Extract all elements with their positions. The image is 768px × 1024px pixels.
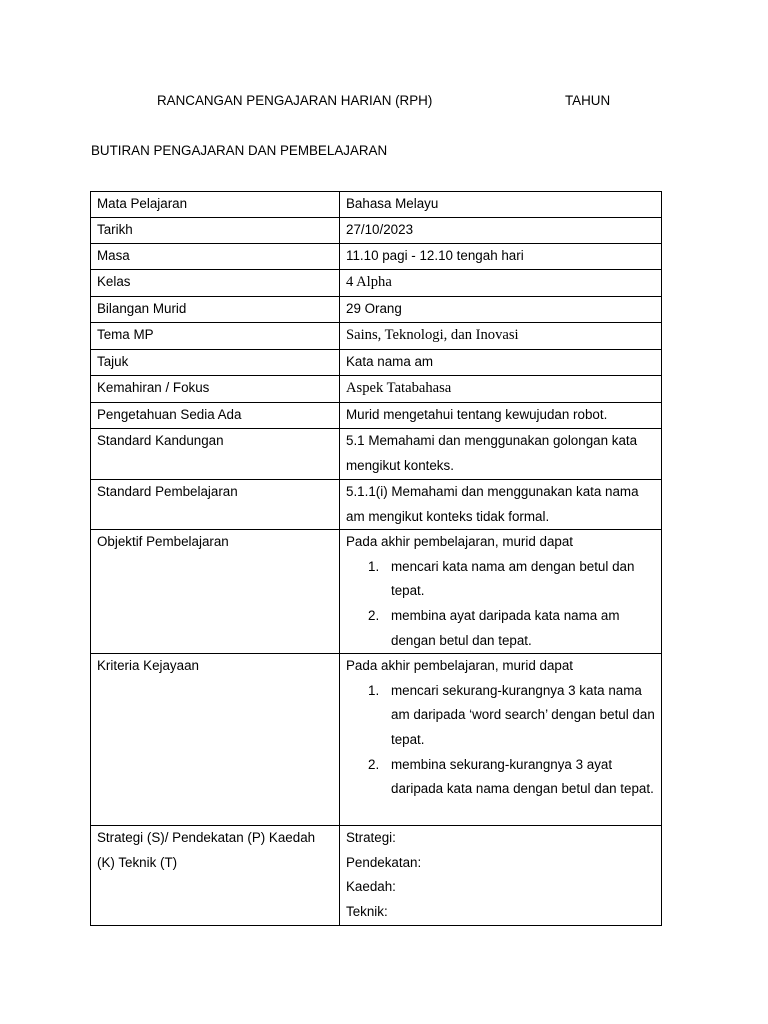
row-label: Tema MP bbox=[91, 323, 340, 350]
objektif-cell bbox=[340, 530, 662, 654]
row-label: Mata Pelajaran bbox=[91, 192, 340, 218]
table-row bbox=[91, 270, 662, 297]
list-number: 1. bbox=[368, 682, 380, 698]
row-label: Standard Pembelajaran bbox=[91, 480, 340, 530]
table-row bbox=[91, 192, 662, 218]
table-row bbox=[91, 429, 662, 480]
kriteria-cell bbox=[340, 654, 662, 826]
objektif-intro: Pada akhir pembelajaran, murid dapat bbox=[346, 534, 574, 550]
row-label: Masa bbox=[91, 244, 340, 270]
row-value: Murid mengetahui tentang kewujudan robot. bbox=[340, 403, 662, 429]
table-row bbox=[91, 376, 662, 403]
row-value: 27/10/2023 bbox=[340, 218, 662, 244]
table-row bbox=[91, 323, 662, 350]
row-label: Strategi (S)/ Pendekatan (P) Kaedah (K) Teknik (T) bbox=[91, 826, 340, 925]
table-row bbox=[91, 403, 662, 429]
strategi-line: Strategi: bbox=[346, 830, 396, 846]
year-label: TAHUN bbox=[565, 93, 611, 108]
list-item bbox=[368, 604, 655, 653]
list-item bbox=[368, 753, 655, 802]
objektif-list bbox=[346, 555, 655, 653]
row-value: 11.10 pagi - 12.10 tengah hari bbox=[340, 244, 662, 270]
row-label: Tarikh bbox=[91, 218, 340, 244]
list-text: membina sekurang-kurangnya 3 ayat daripada kata nama dengan betul dan tepat. bbox=[391, 756, 654, 797]
table-row bbox=[91, 350, 662, 376]
teknik-line: Teknik: bbox=[346, 903, 388, 919]
table-row bbox=[91, 654, 662, 826]
row-label: Standard Kandungan bbox=[91, 429, 340, 480]
row-label: Objektif Pembelajaran bbox=[91, 530, 340, 654]
row-value: Kata nama am bbox=[340, 350, 662, 376]
kriteria-list bbox=[346, 679, 655, 802]
table-row bbox=[91, 530, 662, 654]
list-text: mencari sekurang-kurangnya 3 kata nama am daripada ‘word search’ dengan betul dan tepat. bbox=[391, 682, 655, 747]
row-value: 4 Alpha bbox=[340, 270, 662, 297]
document-title: RANCANGAN PENGAJARAN HARIAN (RPH) bbox=[157, 93, 433, 108]
list-number: 1. bbox=[368, 558, 380, 574]
row-value: 5.1.1(i) Memahami dan menggunakan kata nama am mengikut konteks tidak formal. bbox=[340, 480, 662, 530]
row-label: Kelas bbox=[91, 270, 340, 297]
kaedah-line: Kaedah: bbox=[346, 879, 396, 895]
row-value: 5.1 Memahami dan menggunakan golongan kata mengikut konteks. bbox=[340, 429, 662, 480]
row-label: Tajuk bbox=[91, 350, 340, 376]
row-value: Aspek Tatabahasa bbox=[340, 376, 662, 403]
row-label: Bilangan Murid bbox=[91, 297, 340, 323]
row-value: 29 Orang bbox=[340, 297, 662, 323]
table-row bbox=[91, 244, 662, 270]
table-row bbox=[91, 480, 662, 530]
list-item bbox=[368, 679, 655, 753]
list-number: 2. bbox=[368, 756, 380, 772]
row-label: Kemahiran / Fokus bbox=[91, 376, 340, 403]
section-heading: BUTIRAN PENGAJARAN DAN PEMBELAJARAN bbox=[91, 143, 388, 158]
list-item bbox=[368, 555, 655, 604]
row-value: Bahasa Melayu bbox=[340, 192, 662, 218]
strategi-cell bbox=[340, 826, 662, 925]
list-text: mencari kata nama am dengan betul dan tepat. bbox=[391, 558, 635, 599]
table-row bbox=[91, 826, 662, 925]
table-row bbox=[91, 297, 662, 323]
rph-table bbox=[90, 191, 662, 926]
row-label: Kriteria Kejayaan bbox=[91, 654, 340, 826]
row-value: Sains, Teknologi, dan Inovasi bbox=[340, 323, 662, 350]
table-row bbox=[91, 218, 662, 244]
row-label: Pengetahuan Sedia Ada bbox=[91, 403, 340, 429]
list-number: 2. bbox=[368, 607, 380, 623]
list-text: membina ayat daripada kata nama am dengan betul dan tepat. bbox=[391, 607, 620, 648]
kriteria-intro: Pada akhir pembelajaran, murid dapat bbox=[346, 658, 574, 674]
pendekatan-line: Pendekatan: bbox=[346, 854, 422, 870]
